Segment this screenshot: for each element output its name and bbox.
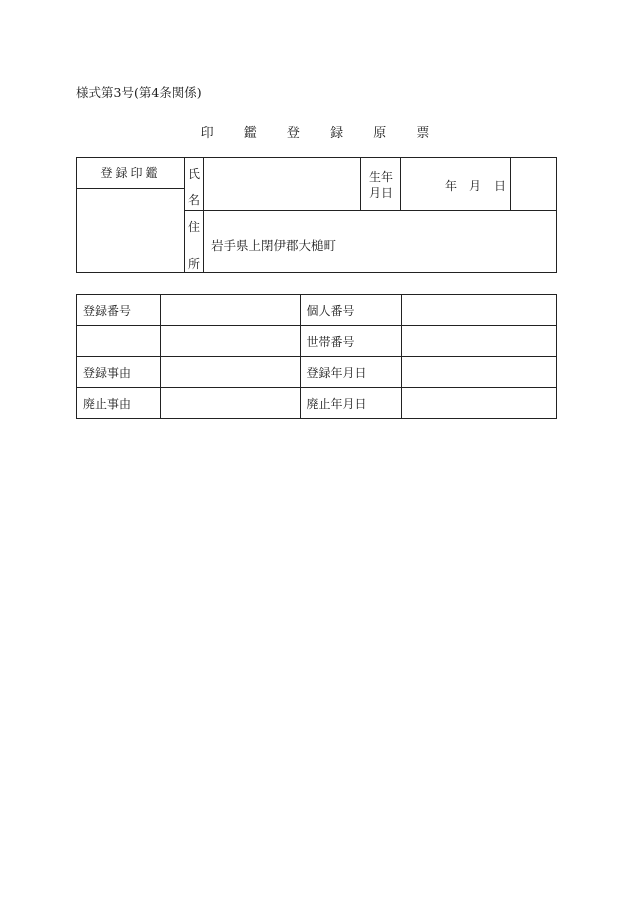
blank-field[interactable] [160,326,300,357]
seal-impression-area[interactable] [77,189,184,272]
abolition-date-label: 廃止年月日 [300,388,402,419]
extra-box[interactable] [511,158,556,210]
title-char: 票 [416,126,430,141]
name-label-top: 氏 [188,167,201,181]
table-row [77,326,557,357]
blank-label [77,326,161,357]
title-char: 原 [373,126,387,141]
registration-date-label: 登録年月日 [300,357,402,388]
divider [184,158,185,272]
divider [360,158,361,210]
registration-reason-field[interactable] [160,357,300,388]
divider [400,158,401,210]
household-number-field[interactable] [402,326,557,357]
seal-label: 登録印鑑 [100,166,161,180]
personal-number-field[interactable] [402,295,557,326]
abolition-reason-field[interactable] [160,388,300,419]
registration-number-field[interactable] [160,295,300,326]
address-label-top: 住 [188,220,201,234]
personal-number-label: 個人番号 [300,295,402,326]
name-label-bottom: 名 [188,193,201,207]
title-char: 録 [330,126,344,141]
birth-label-bottom: 月日 [369,186,394,200]
name-field[interactable] [204,158,360,210]
registration-date-field[interactable] [402,357,557,388]
address-label-bottom: 所 [188,257,201,271]
form-number: 様式第3号(第4条関係) [76,85,202,100]
birth-label-top: 生年 [369,170,394,184]
title-char: 印 [200,126,214,141]
title-char: 登 [286,126,300,141]
date-month: 月 [469,179,482,193]
divider [184,210,556,211]
registration-reason-label: 登録事由 [77,357,161,388]
table-row [77,295,557,326]
date-year: 年 [445,179,458,193]
table-row [77,357,557,388]
abolition-date-field[interactable] [402,388,557,419]
registration-detail-table [76,294,557,419]
household-number-label: 世帯番号 [300,326,402,357]
document-title [0,122,630,141]
registration-number-label: 登録番号 [77,295,161,326]
seal-registration-table [76,157,557,273]
date-day: 日 [494,179,507,193]
title-char: 鑑 [243,126,257,141]
abolition-reason-label: 廃止事由 [77,388,161,419]
address-value: 岩手県上閉伊郡大槌町 [211,238,337,253]
table-row [77,388,557,419]
